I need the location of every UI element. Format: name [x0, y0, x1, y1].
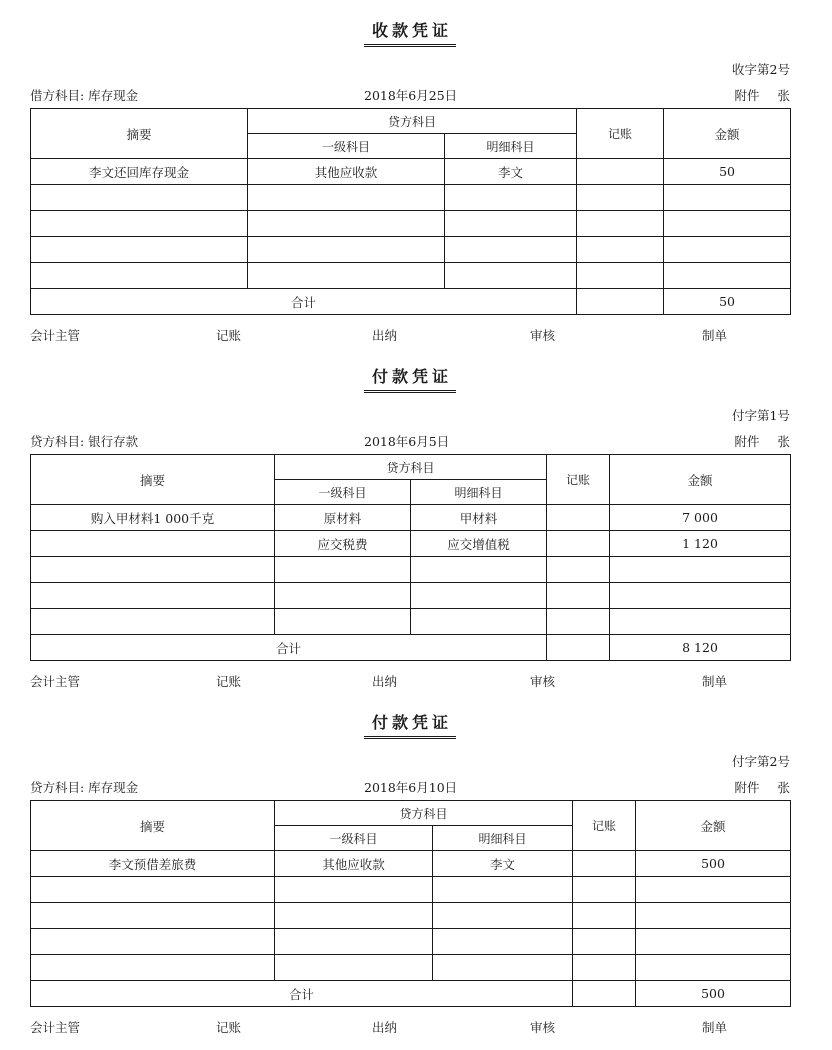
row-amount	[636, 929, 791, 955]
sign-reviewer: 审核	[530, 674, 556, 689]
row-posted	[577, 211, 664, 237]
row-posted	[573, 955, 636, 981]
row-posted	[573, 851, 636, 877]
col-detail-account: 明细科目	[445, 134, 577, 159]
table-row	[31, 505, 791, 531]
col-summary: 摘要	[31, 801, 275, 851]
sign-reviewer: 审核	[530, 328, 556, 343]
row-detail: 李文	[433, 851, 573, 877]
voucher-table	[30, 454, 791, 661]
col-amount: 金额	[636, 801, 791, 851]
total-row	[31, 635, 791, 661]
row-detail: 应交增值税	[411, 531, 547, 557]
voucher-table	[30, 800, 791, 1007]
col-summary: 摘要	[31, 109, 248, 159]
row-detail	[433, 877, 573, 903]
row-detail	[411, 609, 547, 635]
row-summary	[31, 263, 248, 289]
voucher-title-wrap	[30, 710, 790, 739]
credit-account: 贷方科目: 库存现金	[30, 780, 139, 795]
row-detail	[433, 955, 573, 981]
attachment-unit: 张	[777, 434, 790, 449]
table-row	[31, 557, 791, 583]
row-posted	[547, 531, 610, 557]
row-posted	[577, 159, 664, 185]
row-amount: 50	[664, 159, 791, 185]
row-summary	[31, 211, 248, 237]
row-amount	[636, 877, 791, 903]
table-row	[31, 903, 791, 929]
row-summary	[31, 583, 275, 609]
total-row	[31, 289, 791, 315]
row-summary	[31, 903, 275, 929]
voucher-number: 付字第2号	[732, 754, 790, 769]
row-amount	[610, 557, 791, 583]
table-row	[31, 851, 791, 877]
row-summary	[31, 557, 275, 583]
voucher-table	[30, 108, 791, 315]
table-row	[31, 531, 791, 557]
signature-line	[30, 326, 790, 344]
total-posted	[547, 635, 610, 661]
voucher-title-wrap	[30, 364, 790, 393]
voucher-title-wrap	[30, 18, 790, 47]
total-amount: 50	[664, 289, 791, 315]
row-summary	[31, 185, 248, 211]
row-level1	[275, 903, 433, 929]
total-row	[31, 981, 791, 1007]
table-row	[31, 185, 791, 211]
col-level1-account: 一级科目	[248, 134, 445, 159]
row-level1	[275, 955, 433, 981]
row-summary	[31, 955, 275, 981]
total-amount: 8 120	[610, 635, 791, 661]
voucher-header-line	[30, 432, 790, 450]
attachment-label: 附件	[734, 434, 760, 449]
col-level1-account: 一级科目	[275, 826, 433, 851]
sign-bookkeeper: 记账	[216, 328, 242, 343]
row-detail: 甲材料	[411, 505, 547, 531]
row-amount	[636, 955, 791, 981]
row-summary	[31, 877, 275, 903]
row-detail	[411, 583, 547, 609]
sign-cashier: 出纳	[372, 1020, 398, 1035]
table-row	[31, 211, 791, 237]
total-posted	[577, 289, 664, 315]
voucher-title: 收款凭证	[364, 18, 456, 47]
row-amount: 1 120	[610, 531, 791, 557]
col-amount: 金额	[664, 109, 791, 159]
col-credit-account: 贷方科目	[275, 455, 547, 480]
sign-preparer: 制单	[702, 674, 728, 689]
row-level1	[275, 557, 411, 583]
row-detail	[411, 557, 547, 583]
col-posted: 记账	[547, 455, 610, 505]
total-amount: 500	[636, 981, 791, 1007]
attachment-count	[730, 86, 790, 104]
col-detail-account: 明细科目	[433, 826, 573, 851]
row-summary	[31, 609, 275, 635]
row-detail	[445, 185, 577, 211]
attachment-unit: 张	[777, 780, 790, 795]
voucher-date: 2018年6月25日	[364, 88, 458, 103]
sign-bookkeeper: 记账	[216, 1020, 242, 1035]
row-amount	[610, 583, 791, 609]
voucher-payment-2	[30, 710, 790, 1050]
col-posted: 记账	[573, 801, 636, 851]
row-amount: 500	[636, 851, 791, 877]
row-amount	[664, 237, 791, 263]
col-summary: 摘要	[31, 455, 275, 505]
row-amount	[636, 903, 791, 929]
row-amount	[664, 263, 791, 289]
col-posted: 记账	[577, 109, 664, 159]
row-detail	[445, 237, 577, 263]
table-row	[31, 159, 791, 185]
col-amount: 金额	[610, 455, 791, 505]
row-level1	[248, 211, 445, 237]
voucher-title: 付款凭证	[364, 364, 456, 393]
row-level1	[248, 263, 445, 289]
row-amount	[664, 185, 791, 211]
voucher-header-line	[30, 778, 790, 796]
attachment-label: 附件	[734, 88, 760, 103]
sign-supervisor: 会计主管	[30, 1020, 81, 1035]
sign-preparer: 制单	[702, 1020, 728, 1035]
attachment-count	[730, 778, 790, 796]
total-label: 合计	[31, 635, 547, 661]
col-credit-account: 贷方科目	[248, 109, 577, 134]
debit-account: 借方科目: 库存现金	[30, 88, 139, 103]
row-level1	[275, 929, 433, 955]
row-level1	[248, 185, 445, 211]
voucher-number: 付字第1号	[732, 408, 790, 423]
row-summary: 李文预借差旅费	[31, 851, 275, 877]
sign-reviewer: 审核	[530, 1020, 556, 1035]
row-posted	[547, 505, 610, 531]
row-amount: 7 000	[610, 505, 791, 531]
voucher-date: 2018年6月5日	[364, 434, 450, 449]
row-level1	[275, 877, 433, 903]
row-posted	[573, 877, 636, 903]
signature-line	[30, 1018, 790, 1036]
sign-bookkeeper: 记账	[216, 674, 242, 689]
row-level1	[275, 609, 411, 635]
sign-cashier: 出纳	[372, 328, 398, 343]
voucher-title: 付款凭证	[364, 710, 456, 739]
table-row	[31, 955, 791, 981]
sign-cashier: 出纳	[372, 674, 398, 689]
row-posted	[547, 609, 610, 635]
row-summary	[31, 929, 275, 955]
col-level1-account: 一级科目	[275, 480, 411, 505]
row-level1: 原材料	[275, 505, 411, 531]
voucher-payment-1	[30, 364, 790, 704]
col-credit-account: 贷方科目	[275, 801, 573, 826]
sign-supervisor: 会计主管	[30, 328, 81, 343]
row-level1: 应交税费	[275, 531, 411, 557]
table-row	[31, 583, 791, 609]
table-row	[31, 609, 791, 635]
row-level1	[248, 237, 445, 263]
row-summary: 购入甲材料1 000千克	[31, 505, 275, 531]
row-amount	[664, 211, 791, 237]
table-row	[31, 263, 791, 289]
voucher-receipt	[30, 18, 790, 358]
row-level1: 其他应收款	[248, 159, 445, 185]
total-label: 合计	[31, 289, 577, 315]
row-posted	[577, 237, 664, 263]
row-level1	[275, 583, 411, 609]
row-posted	[547, 583, 610, 609]
row-detail	[445, 263, 577, 289]
sign-supervisor: 会计主管	[30, 674, 81, 689]
row-level1: 其他应收款	[275, 851, 433, 877]
voucher-number: 收字第2号	[732, 62, 790, 77]
table-row	[31, 237, 791, 263]
row-detail: 李文	[445, 159, 577, 185]
table-row	[31, 929, 791, 955]
attachment-count	[730, 432, 790, 450]
sign-preparer: 制单	[702, 328, 728, 343]
row-posted	[547, 557, 610, 583]
credit-account: 贷方科目: 银行存款	[30, 434, 139, 449]
row-detail	[433, 903, 573, 929]
voucher-header-line	[30, 86, 790, 104]
row-posted	[573, 903, 636, 929]
row-summary	[31, 531, 275, 557]
row-amount	[610, 609, 791, 635]
row-posted	[573, 929, 636, 955]
table-row	[31, 877, 791, 903]
total-posted	[573, 981, 636, 1007]
signature-line	[30, 672, 790, 690]
attachment-label: 附件	[734, 780, 760, 795]
row-summary	[31, 237, 248, 263]
total-label: 合计	[31, 981, 573, 1007]
col-detail-account: 明细科目	[411, 480, 547, 505]
row-posted	[577, 263, 664, 289]
row-posted	[577, 185, 664, 211]
row-detail	[433, 929, 573, 955]
attachment-unit: 张	[777, 88, 790, 103]
voucher-date: 2018年6月10日	[364, 780, 458, 795]
row-summary: 李文还回库存现金	[31, 159, 248, 185]
row-detail	[445, 211, 577, 237]
